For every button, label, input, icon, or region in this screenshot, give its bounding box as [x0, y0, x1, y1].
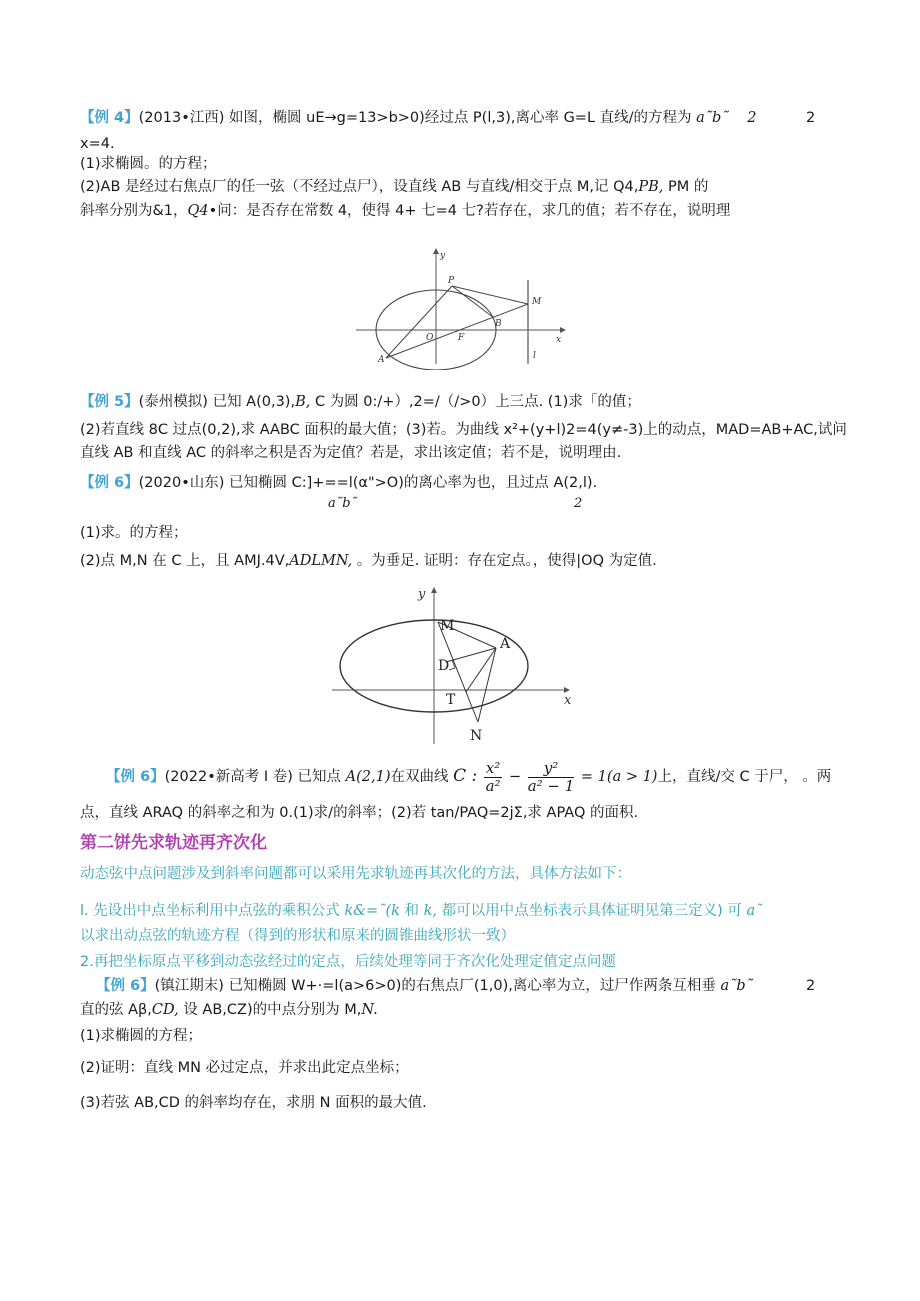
fig1-label-y: y: [440, 251, 446, 261]
ex4-line4-tail: PM 的: [663, 179, 709, 195]
ex6a-line3: [80, 551, 657, 571]
fig1-y-arrow: [433, 248, 439, 254]
ex4-line3: (1)求椭圆。的方程；: [80, 156, 217, 172]
ex4-figure: [352, 244, 574, 370]
ex5-line3: 直线 AB 和直线 AC 的斜率之积是否为定值？若是，求出该定值；若不是，说明理由.: [80, 445, 622, 461]
ex6a-line1: [80, 473, 597, 493]
ex6a-sub-left: a˜b˜: [328, 496, 358, 511]
ex6c-line1-text: (镇江期末) 已知椭圆 W+·=l(a>6>0)的右焦点厂(1,0),离心率为立，过尸作两条互相垂: [154, 978, 716, 994]
ex6b-eq: = 1(a > 1): [580, 769, 658, 785]
ex6b-pre: (2022•新高考 I 卷) 已知点: [164, 769, 342, 785]
ex5-line2: (2)若直线 8C 过点(0,2),求 AABC 面积的最大值；(3)若。为曲线 x²+(y+l)2=4(y≠-3)上的动点，MAD=AB+AC,试问: [80, 422, 847, 438]
ex6a-tag: 【例 6】: [80, 475, 139, 491]
ex6b-point: A(2,1): [345, 769, 391, 785]
ex6b-frac2-den: a² − 1: [527, 776, 575, 795]
ex6b-line2: 点，直线 ARAQ 的斜率之和为 0.(1)求/的斜率；(2)若 tan∕PAQ=2jΣ,求 APAQ 的面积.: [80, 805, 639, 821]
ex6c-line1-it: a˜b˜: [720, 978, 753, 994]
fig2-label-M: M: [440, 618, 455, 634]
step1a-end: a˜: [746, 903, 763, 919]
section2-heading: 第二饼先求轨迹再齐次化: [80, 833, 267, 853]
ex6a-line2: (1)求。的方程；: [80, 525, 188, 541]
ex6c-line2-it: CD,: [151, 1002, 179, 1018]
fig2-AN: [478, 648, 496, 722]
ex5-tag: 【例 5】: [80, 394, 139, 410]
ex6a-line3-tail: 。为垂足. 证明：存在定点。，使得|OQ 为定值.: [352, 553, 657, 569]
fig1-label-O: O: [426, 333, 434, 343]
fig1-label-l: l: [533, 351, 536, 361]
section2-step2: 2.再把坐标原点平移到动态弦经过的定点，后续处理等同于齐次化处理定值定点问题: [80, 954, 616, 970]
ex6c-line5: (3)若弦 AB,CD 的斜率均存在，求朋 N 面积的最大值.: [80, 1095, 427, 1111]
ex6c-line2-tail: 设 AB,CZ)的中点分别为 M,: [178, 1002, 362, 1018]
fig1-label-F: F: [458, 333, 465, 343]
ex4-line5-tail: •问：是否存在常数 4，使得 4+ 七=4 七?若存在，求几的值；若不存在，说明理: [208, 203, 731, 219]
fig1-label-A: A: [378, 355, 385, 365]
fig1-x-arrow: [560, 327, 566, 333]
ex4-line5: [80, 201, 730, 221]
ex4-tag: 【例 4】: [80, 110, 139, 126]
ex6a-line1-text: (2020•山东) 已知椭圆 C:]+==l(α">O)的离心率为也，且过点 A(2,l).: [138, 475, 598, 491]
section2-step1b: 以求出动点弦的轨迹方程（得到的形状和原来的圆锥曲线形状一致）: [80, 928, 515, 944]
fig2-label-x: x: [564, 693, 572, 708]
ex6c-line4: (2)证明：直线 MN 必过定点，并求出此定点坐标；: [80, 1060, 409, 1076]
ex6b-frac1: [484, 760, 502, 795]
ex4-line4-it: PB,: [638, 179, 664, 195]
fig2-label-y: y: [418, 587, 426, 602]
step1a-it2: k,: [423, 903, 438, 919]
ex6a-line3-text: (2)点 M,N 在 C 上，且 AMJ.4V,: [80, 553, 290, 569]
ex6c-line1-num: 2: [806, 978, 816, 994]
fig1-PA: [386, 286, 452, 358]
ex6c-line3: (1)求椭圆的方程；: [80, 1028, 203, 1044]
ex6b-c: C :: [453, 766, 478, 786]
fig1-label-M: M: [532, 297, 542, 307]
section2-intro: 动态弦中点问题涉及到斜率问题都可以采用先求轨迹再其次化的方法，具体方法如下：: [80, 866, 631, 882]
ex6c-line2: [80, 1000, 378, 1020]
ex6c-line1: [96, 976, 753, 996]
ex4-line2: x=4.: [80, 136, 115, 152]
ex5-line1-tail: C 为圆 0:/+）,2=/（/>0）上三点. (1)求「的值；: [310, 394, 641, 410]
ex6b-frac1-den: a²: [485, 776, 501, 795]
fig2-y-arrow: [431, 587, 437, 593]
ex6a-line3-it: ADLMN,: [289, 553, 353, 569]
ex6a-sub-right: 2: [574, 496, 583, 511]
ex4-line1-num2: 2: [747, 110, 757, 126]
section2-step1a: [80, 901, 762, 921]
fig2-label-T: T: [446, 692, 456, 708]
fig1-chord-AB: [386, 304, 528, 358]
ex6b-frac1-num: x²: [485, 758, 501, 777]
ex6b-frac2: [528, 760, 575, 795]
fig2-AT: [466, 648, 496, 692]
fig2-label-D: D: [438, 658, 450, 674]
ex6b-minus: −: [508, 769, 522, 785]
fig2-AD: [446, 648, 496, 662]
ex4-line1-num2b: 2: [806, 110, 816, 126]
step1a-it: k&=˜(k: [344, 903, 400, 919]
ex5-line1: [80, 392, 641, 412]
ex5-line1-text: (泰州模拟) 已知 A(0,3),: [138, 394, 296, 410]
fig2-label-A: A: [500, 636, 511, 652]
fig1-label-x: x: [556, 335, 562, 345]
ex4-line1: [80, 108, 756, 128]
ex6c-line2-text: 直的弦 Aβ,: [80, 1002, 152, 1018]
ex6b-frac2-num: y²: [528, 760, 575, 778]
ex6b-tag: 【例 6】: [106, 769, 165, 785]
ex4-line5-it: Q4: [187, 203, 209, 219]
ex4-line4-text: (2)AB 是经过右焦点厂的任一弦（不经过点尸），设直线 AB 与直线/相交于点 M,记 Q4,: [80, 179, 639, 195]
ex4-line5-text: 斜率分别为&1，: [80, 203, 188, 219]
fig1-label-B: B: [495, 319, 502, 329]
ex6b-line1: [106, 758, 831, 795]
ex4-line1-text: (2013•江西) 如图，椭圆 uE→g=13>b>0)经过点 P(l,3),离心率 G=L 直线/的方程为: [138, 110, 692, 126]
step1a-mid: 和: [404, 903, 424, 919]
step1a-tail: 都可以用中点坐标表示具体证明见第三定义) 可: [437, 903, 747, 919]
ex6c-tag: 【例 6】: [96, 978, 155, 994]
ex6a-figure: [330, 582, 590, 748]
ex6b-mid: 在双曲线: [390, 769, 449, 785]
ex5-line1-it: B,: [295, 394, 311, 410]
ex4-line1-tail: a˜b˜: [696, 110, 729, 126]
ex6c-line2-end: N.: [361, 1002, 378, 1018]
fig1-label-P: P: [448, 276, 455, 286]
ex4-line4: [80, 177, 708, 197]
fig2-label-N: N: [470, 728, 483, 744]
ex6b-tail: 上，直线/交 C 于尸， 。两: [657, 769, 832, 785]
step1a-text: l. 先设出中点坐标利用中点弦的乘积公式: [80, 903, 345, 919]
